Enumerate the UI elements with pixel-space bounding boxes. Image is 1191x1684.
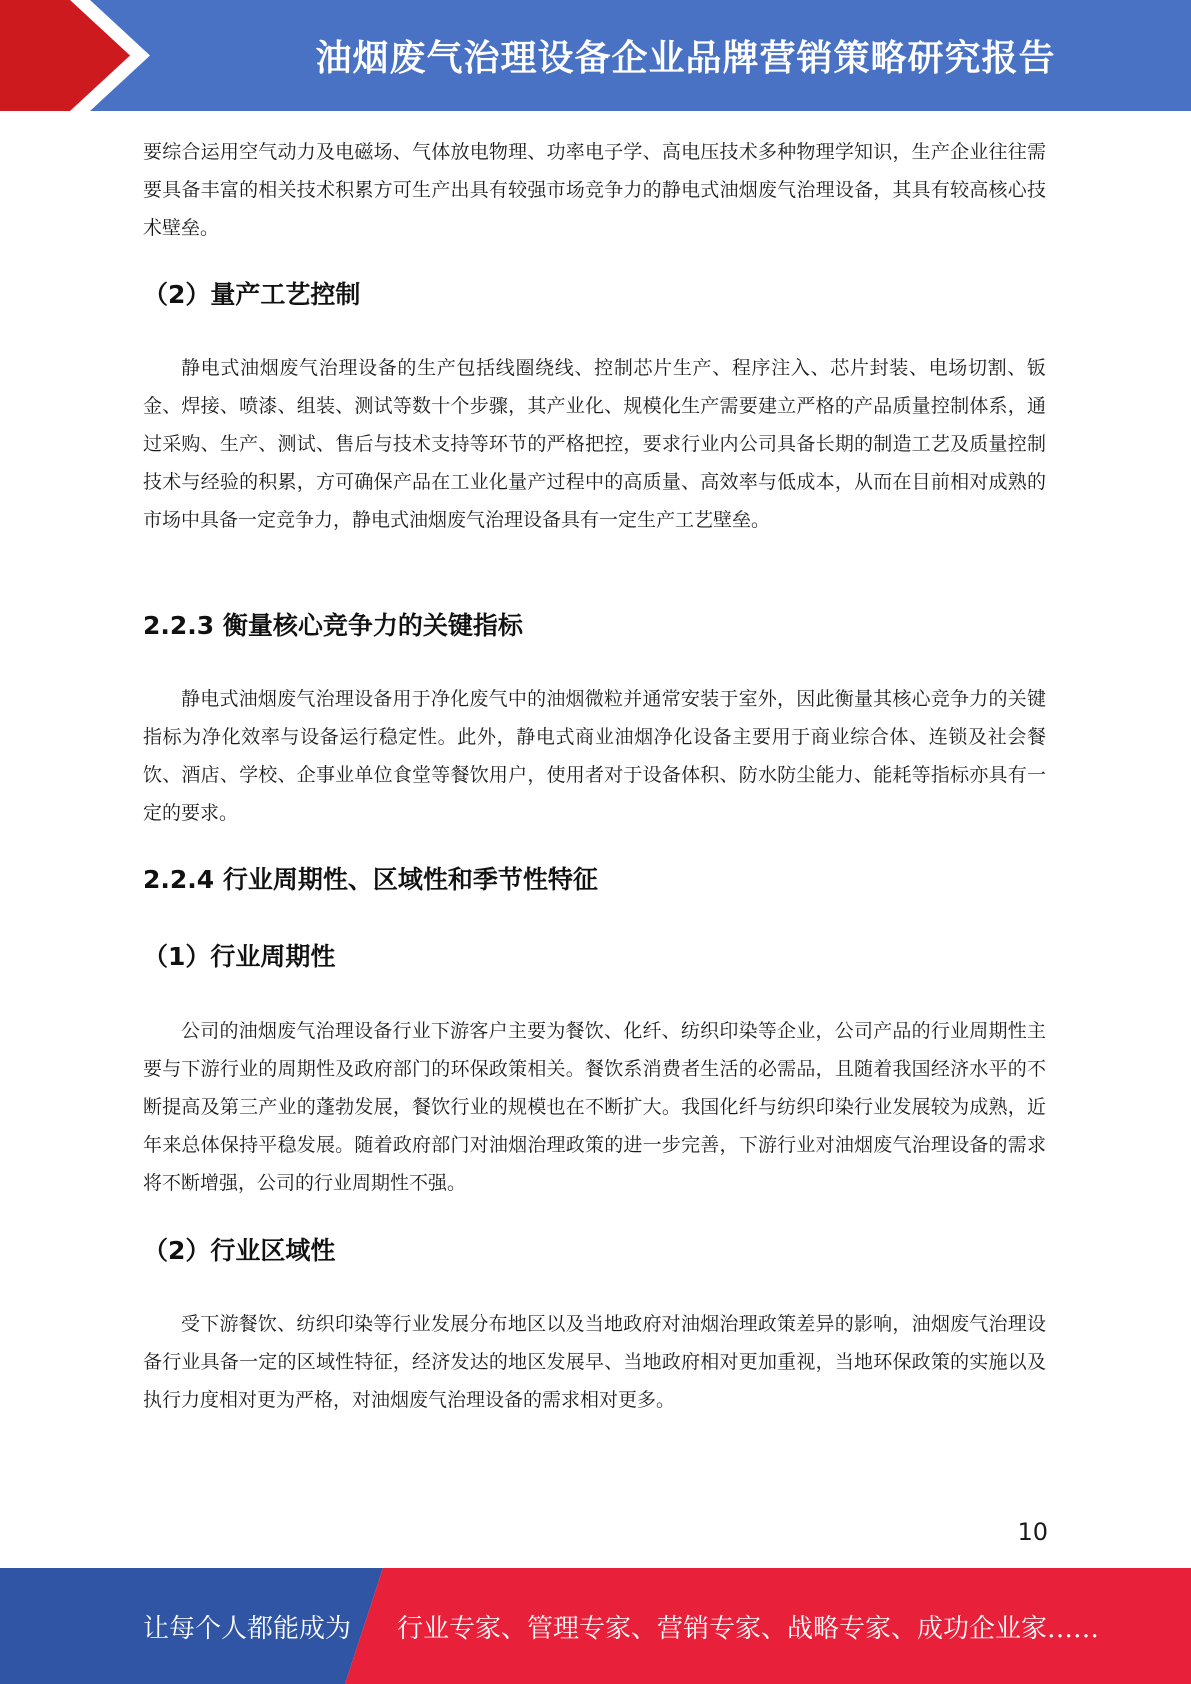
page-number: 10 (1017, 1518, 1048, 1546)
regional-paragraph: 受下游餐饮、纺织印染等行业发展分布地区以及当地政府对油烟治理政策差异的影响，油烟废气治理设备行业具备一定的区域性特征，经济发达的地区发展早、当地政府相对更加重视，当地环保政策的实施以及执行力度相对更为严格，对油烟废气治理设备的需求相对更多。 (143, 1313, 1046, 1411)
mass-production-paragraph-block (143, 349, 1046, 539)
section-heading-cyclical: （1）行业周期性 (143, 942, 336, 971)
regional-heading-block (143, 1234, 1046, 1268)
heading-224-block (143, 863, 1046, 897)
paragraph-223: 静电式油烟废气治理设备用于净化废气中的油烟微粒并通常安装于室外，因此衡量其核心竞争力的关键指标为净化效率与设备运行稳定性。此外，静电式商业油烟净化设备主要用于商业综合体、连锁及社会餐饮、酒店、学校、企事业单位食堂等餐饮用户，使用者对于设备体积、防水防尘能力、能耗等指标亦具有一定的要求。 (143, 688, 1046, 824)
footer-slogan-right: 行业专家、管理专家、营销专家、战略专家、成功企业家…… (397, 1613, 1100, 1644)
heading-223-block (143, 609, 1046, 643)
cyclical-paragraph: 公司的油烟废气治理设备行业下游客户主要为餐饮、化纤、纺织印染等企业，公司产品的行业周期性主要与下游行业的周期性及政府部门的环保政策相关。餐饮系消费者生活的必需品，且随着我国经济水平的不断提高及第三产业的蓬勃发展，餐饮行业的规模也在不断扩大。我国化纤与纺织印染行业发展较为成熟，近年来总体保持平稳发展。随着政府部门对油烟治理政策的进一步完善，下游行业对油烟废气治理设备的需求将不断增强，公司的行业周期性不强。 (143, 1020, 1046, 1194)
footer-slogan-left: 让每个人都能成为 (143, 1613, 352, 1644)
section-heading-224: 2.2.4 行业周期性、区域性和季节性特征 (143, 865, 598, 894)
intro-paragraph: 要综合运用空气动力及电磁场、气体放电物理、功率电子学、高电压技术多种物理学知识，生产企业往往需要具备丰富的相关技术积累方可生产出具有较强市场竞争力的静电式油烟废气治理设备，其具有较高核心技术壁垒。 (143, 141, 1046, 239)
mass-production-heading-block (143, 278, 1046, 312)
intro-paragraph-block (143, 133, 1046, 247)
header-arrow-decoration (0, 0, 200, 111)
section-heading-mass-production: （2）量产工艺控制 (143, 280, 361, 309)
report-title: 油烟废气治理设备企业品牌营销策略研究报告 (315, 38, 1056, 79)
section-heading-223: 2.2.3 衡量核心竞争力的关键指标 (143, 611, 523, 640)
paragraph-223-block (143, 680, 1046, 832)
mass-production-paragraph: 静电式油烟废气治理设备的生产包括线圈绕线、控制芯片生产、程序注入、芯片封装、电场切割、钣金、焊接、喷漆、组装、测试等数十个步骤，其产业化、规模化生产需要建立严格的产品质量控制体系，通过采购、生产、测试、售后与技术支持等环节的严格把控，要求行业内公司具备长期的制造工艺及质量控制技术与经验的积累，方可确保产品在工业化量产过程中的高质量、高效率与低成本，从而在目前相对成熟的市场中具备一定竞争力，静电式油烟废气治理设备具有一定生产工艺壁垒。 (143, 357, 1046, 531)
cyclical-paragraph-block (143, 1012, 1046, 1202)
section-heading-regional: （2）行业区域性 (143, 1236, 336, 1265)
page-header (0, 0, 1191, 111)
cyclical-heading-block (143, 940, 1046, 974)
regional-paragraph-block (143, 1305, 1046, 1419)
page-footer (0, 1568, 1191, 1684)
